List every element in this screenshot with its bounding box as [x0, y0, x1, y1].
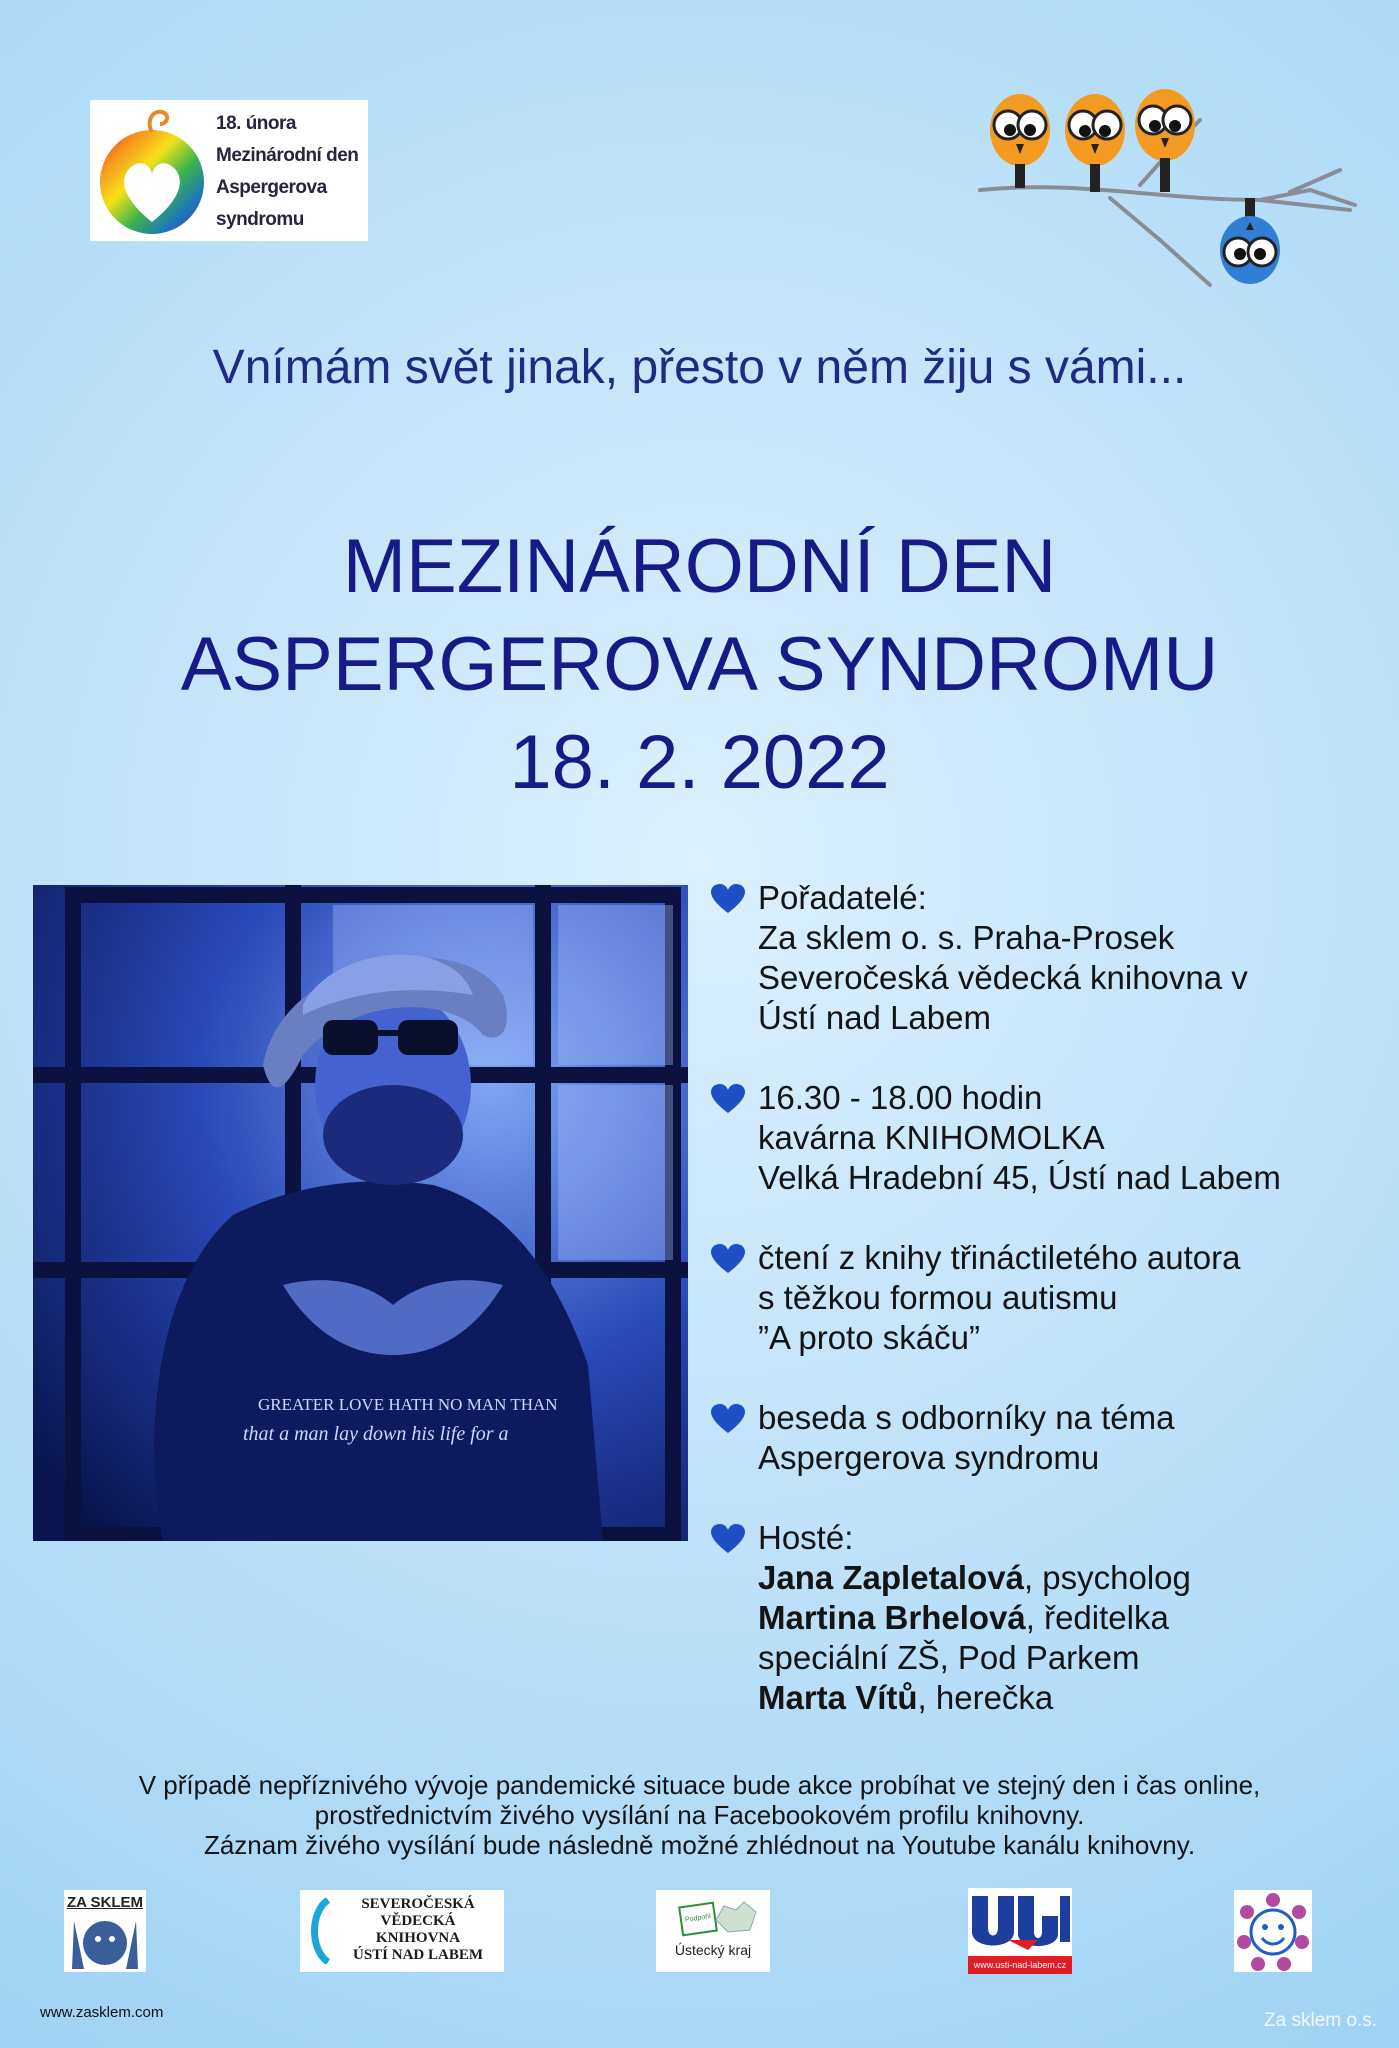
event-info-list [708, 878, 1378, 1758]
birds-on-branch-illustration [960, 80, 1360, 300]
bracket-icon [304, 1898, 334, 1964]
svk-line: ÚSTÍ NAD LABEM [352, 1947, 484, 1963]
heart-icon [711, 1524, 745, 1554]
guests-heading: Hosté: [758, 1519, 854, 1556]
za-sklem-logo [64, 1890, 146, 1972]
logo-line: Mezinárodní den [216, 145, 359, 166]
reading-line: s těžkou formou autismu [758, 1279, 1118, 1316]
reading-line: čtení z knihy třináctiletého autora [758, 1239, 1241, 1276]
guest-role: , herečka [917, 1679, 1054, 1716]
guest-1 [758, 1558, 1378, 1598]
discussion-line: Aspergerova syndromu [758, 1439, 1100, 1476]
organizer-line: Za sklem o. s. Praha-Prosek [758, 919, 1175, 956]
event-time: 16.30 - 18.00 hodin [758, 1079, 1043, 1116]
svk-library-logo [300, 1890, 504, 1972]
event-venue: kavárna KNIHOMOLKA [758, 1119, 1105, 1156]
title-line-2: ASPERGEROVA SYNDROMU [180, 622, 1219, 707]
footer-website[interactable]: www.zasklem.com [40, 2004, 164, 2021]
logo-line: 18. února [216, 113, 296, 134]
heart-icon [711, 884, 745, 914]
kraj-badge: Podpořil [678, 1902, 718, 1937]
za-sklem-text: ZA SKLEM [66, 1894, 144, 1911]
event-title [0, 518, 1399, 812]
organizer-line: Severočeská vědecká knihovna v [758, 959, 1248, 996]
tagline: Vnímám svět jinak, přesto v něm žiju s vámi... [212, 341, 1187, 394]
region-map-icon [714, 1900, 758, 1934]
organizers-block [708, 878, 1378, 1038]
time-place-block [708, 1078, 1378, 1198]
discussion-block [708, 1398, 1378, 1478]
heart-icon [711, 1084, 745, 1114]
portrait-photo [33, 885, 688, 1541]
organizers-heading: Pořadatelé: [758, 879, 927, 916]
guest-name: Martina Brhelová [758, 1599, 1026, 1636]
event-logo [90, 100, 368, 241]
book-title: ”A proto skáču” [758, 1319, 980, 1356]
shirt-text-1: GREATER LOVE HATH NO MAN THAN [258, 1395, 558, 1414]
usti-city-logo [968, 1888, 1072, 1974]
reading-block [708, 1238, 1378, 1358]
online-notice [0, 1770, 1399, 1860]
logo-line: syndromu [216, 209, 304, 230]
footer-organization: Za sklem o.s. [1264, 2010, 1377, 2031]
heart-icon [711, 1404, 745, 1434]
discussion-line: beseda s odborníky na téma [758, 1399, 1175, 1436]
guest-3 [758, 1678, 1378, 1718]
guest-role-cont: speciální ZŠ, Pod Parkem [758, 1639, 1140, 1676]
shirt-text-2: that a man lay down his life for a [243, 1423, 509, 1445]
organizer-line: Ústí nad Labem [758, 999, 991, 1036]
title-line-1: MEZINÁRODNÍ DEN [342, 524, 1057, 609]
hands-smiley-logo [1234, 1890, 1312, 1972]
notice-line: prostřednictvím živého vysílání na Facebookovém profilu knihovny. [314, 1800, 1085, 1830]
kraj-name: Ústecký kraj [674, 1942, 752, 1958]
logo-line: Aspergerova [216, 177, 327, 198]
smiley-hands-icon [1234, 1890, 1312, 1972]
event-date: 18. 2. 2022 [509, 720, 890, 805]
guests-block [708, 1518, 1378, 1718]
svk-line: SEVEROČESKÁ [361, 1896, 475, 1912]
notice-line: V případě nepříznivého vývoje pandemické situace bude akce probíhat ve stejný den i čas online, [138, 1770, 1261, 1800]
city-url: www.usti-nad-labem.cz [968, 1956, 1072, 1974]
guest-name: Marta Vítů [758, 1679, 918, 1716]
rainbow-heart-icon [94, 104, 214, 237]
child-face-icon [64, 1911, 146, 1969]
svk-line: KNIHOVNA [375, 1930, 461, 1946]
guest-2 [758, 1598, 1378, 1638]
svk-line: VĚDECKÁ [380, 1913, 456, 1929]
guest-role: , ředitelka [1025, 1599, 1169, 1636]
guest-role: , psycholog [1023, 1559, 1191, 1596]
heart-icon [711, 1244, 745, 1274]
notice-line: Záznam živého vysílání bude následně možné zhlédnout na Youtube kanálu knihovny. [203, 1830, 1196, 1860]
guest-name: Jana Zapletalová [758, 1559, 1024, 1596]
event-address: Velká Hradební 45, Ústí nad Labem [758, 1159, 1281, 1196]
portrait-illustration [33, 885, 688, 1541]
ustecky-kraj-logo [656, 1890, 770, 1972]
usti-city-emblem [968, 1888, 1072, 1954]
